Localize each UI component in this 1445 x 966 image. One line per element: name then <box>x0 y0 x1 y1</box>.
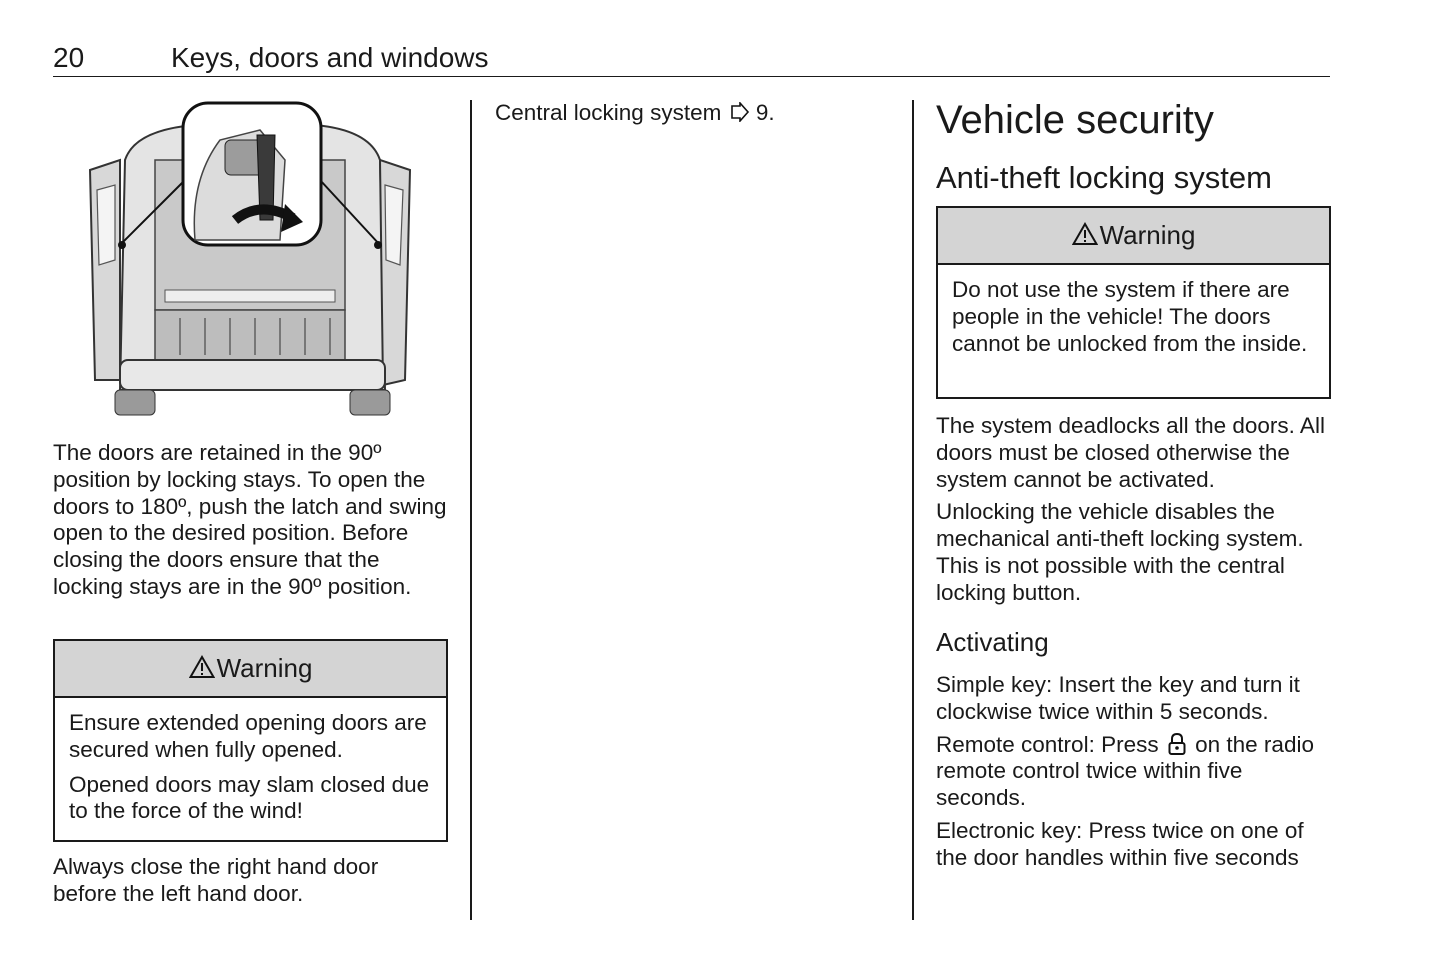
remote-text-before: Remote control: Press <box>936 731 1159 757</box>
paragraph-text: Electronic key: Press twice on one of the door handles within five seconds <box>936 817 1304 870</box>
rear-doors-latch-illustration <box>85 100 415 420</box>
cross-reference <box>495 100 895 133</box>
section-title: Vehicle security <box>936 98 1214 142</box>
remote-text-after: on the radio remote control twice within five seconds. <box>936 731 1314 811</box>
column-divider <box>912 100 914 920</box>
door-stays-paragraph <box>53 440 448 607</box>
warning-header <box>938 208 1329 265</box>
paragraph-text <box>936 732 1331 812</box>
paragraph-text: Simple key: Insert the key and turn it clockwise twice within 5 seconds. <box>936 672 1300 724</box>
page-header <box>53 40 1330 77</box>
paragraph-text: The doors are retained in the 90º position by locking stays. To open the doors to 180º, push the latch and swing open to the desired position. Before closing the doors ensure that the locking stays are in the 90º position. <box>53 440 447 599</box>
paragraph-text: The system deadlocks all the doors. All doors must be closed otherwise the system cannot be activated. <box>936 413 1325 492</box>
warning-line: Ensure extended opening doors are secured when fully opened. <box>69 710 427 762</box>
warning-triangle-icon <box>1072 222 1098 246</box>
warning-triangle-icon <box>189 655 215 679</box>
page-reference-arrow-icon <box>728 102 750 122</box>
warning-body <box>55 698 446 841</box>
warning-title: Warning <box>1099 220 1196 250</box>
security-paragraphs <box>936 413 1331 613</box>
warning-body <box>938 265 1329 373</box>
chapter-title: Keys, doors and windows <box>171 42 489 73</box>
column-divider <box>470 100 472 920</box>
reference-page[interactable]: 9. <box>755 100 775 125</box>
page-number: 20 <box>53 42 85 73</box>
subsection-title: Anti-theft locking system <box>936 160 1272 195</box>
activating-heading: Activating <box>936 627 1049 657</box>
warning-title: Warning <box>216 653 313 683</box>
paragraph-text: Unlocking the vehicle disables the mechanical anti-theft locking system. This is not possible with the central locking button. <box>936 499 1304 605</box>
closing-paragraph <box>53 854 448 914</box>
padlock-icon <box>1167 732 1187 756</box>
activating-paragraphs <box>936 672 1331 878</box>
warning-box-doors <box>53 639 448 842</box>
reference-text: Central locking system <box>495 100 722 125</box>
paragraph-text: Always close the right hand door before the left hand door. <box>53 854 379 906</box>
warning-line: Opened doors may slam closed due to the force of the wind! <box>69 771 430 824</box>
warning-box-security <box>936 206 1331 399</box>
warning-line: Do not use the system if there are people in the vehicle! The doors cannot be unlocked from the inside. <box>952 277 1308 356</box>
warning-header <box>55 641 446 698</box>
